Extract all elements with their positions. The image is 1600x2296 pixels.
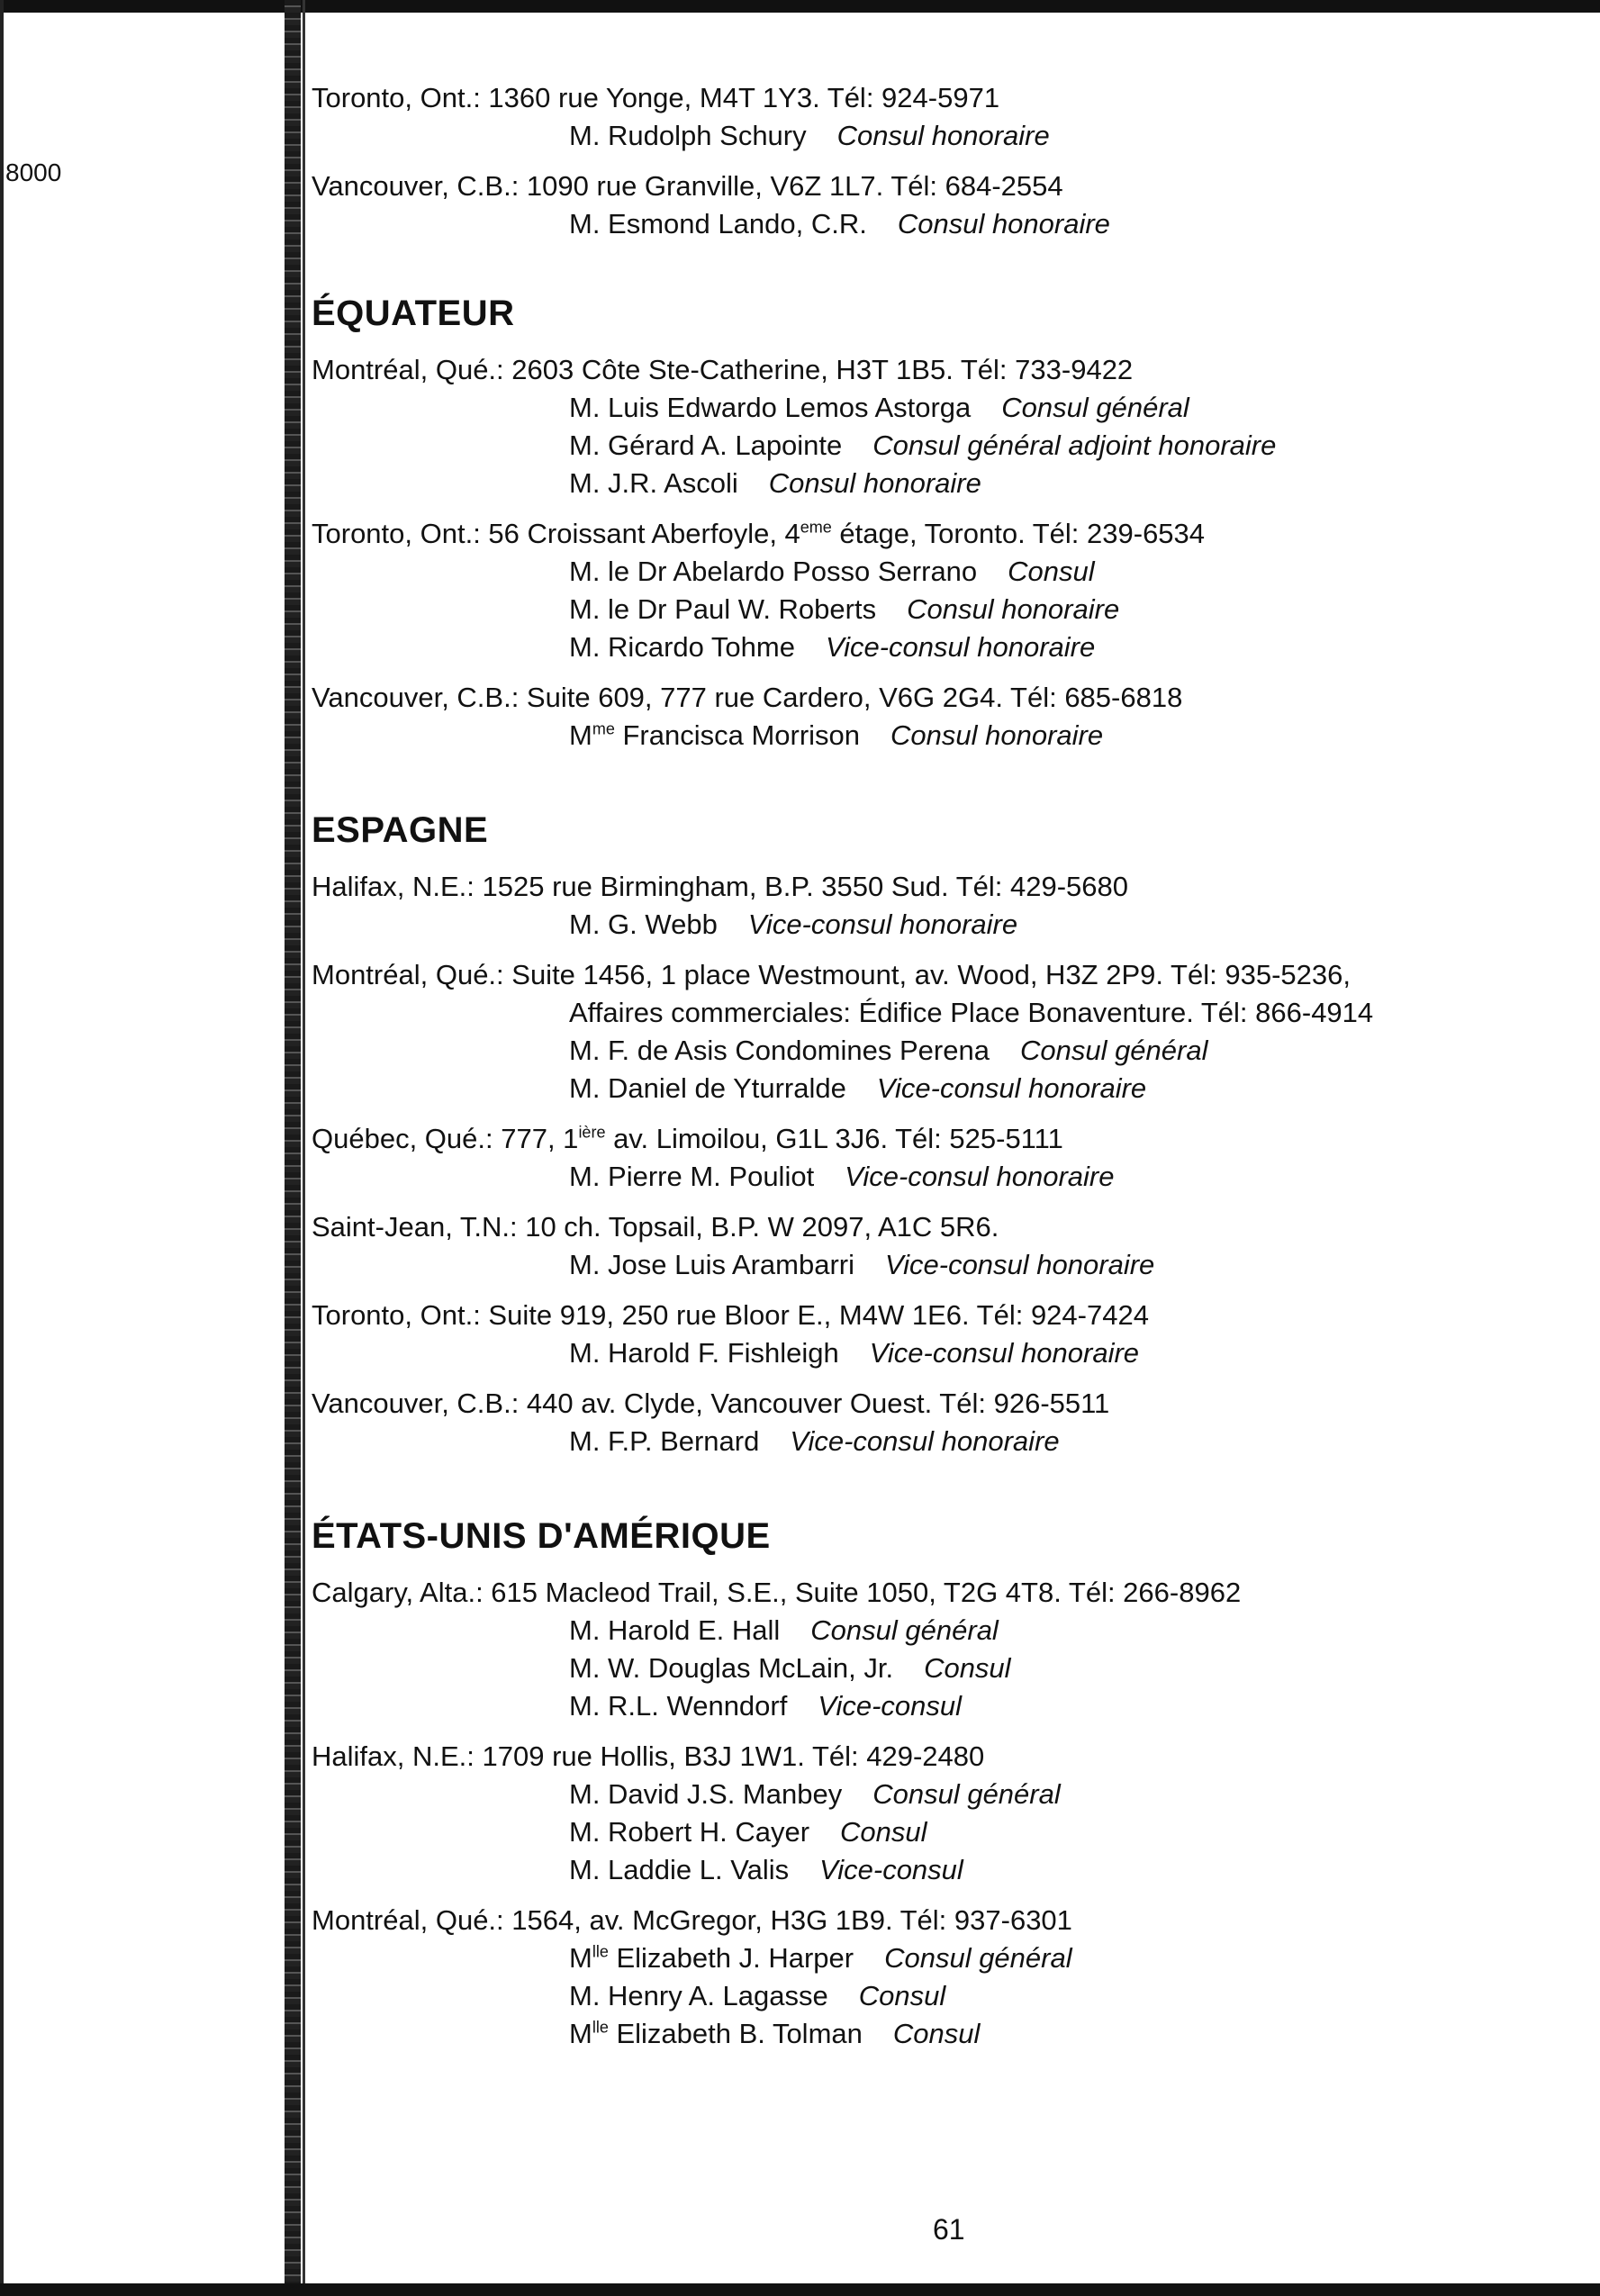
consulate-entry	[312, 956, 1554, 1107]
consulate-address: Vancouver, C.B.: Suite 609, 777 rue Cardero, V6G 2G4. Tél: 685-6818	[312, 682, 1183, 713]
official-title: Consul	[892, 2018, 981, 2049]
consulate-entry	[312, 79, 1554, 155]
official-row	[312, 465, 1554, 502]
official-title: Vice-consul honoraire	[885, 1249, 1155, 1280]
name-part: Francisca Morrison	[614, 719, 861, 751]
official-title: Consul honoraire	[897, 208, 1110, 240]
official-name: M. W. Douglas McLain, Jr.	[569, 1652, 894, 1684]
official-row	[312, 628, 1554, 666]
official-name: M. R.L. Wenndorf	[569, 1690, 788, 1722]
official-title: Consul général adjoint honoraire	[872, 429, 1277, 461]
official-title: Consul	[840, 1816, 927, 1848]
consulate-address: Montréal, Qué.: 1564, av. McGregor, H3G 1B9. Tél: 937-6301	[312, 1904, 1072, 1936]
official-title: Consul général	[884, 1942, 1072, 1974]
name-part: Elizabeth J. Harper	[608, 1942, 854, 1974]
consulate-address	[312, 515, 1554, 553]
name-part: Elizabeth B. Tolman	[608, 2018, 863, 2049]
country-heading: ÉTATS-UNIS D'AMÉRIQUE	[312, 1516, 771, 1556]
official-name: M. F. de Asis Condomines Perena	[569, 1035, 990, 1066]
directory-content	[312, 79, 1554, 2065]
official-name: M. Harold E. Hall	[569, 1614, 781, 1646]
official-title: Consul	[924, 1652, 1011, 1684]
consulate-entry	[312, 351, 1554, 502]
official-name: M. J.R. Ascoli	[569, 467, 738, 499]
official-title: Consul honoraire	[907, 593, 1120, 625]
official-row	[312, 1650, 1554, 1687]
official-name: M. Pierre M. Pouliot	[569, 1161, 815, 1192]
official-title: Consul	[1008, 556, 1095, 587]
official-name: M. F.P. Bernard	[569, 1425, 760, 1457]
margin-number: 8000	[5, 158, 62, 186]
official-title: Vice-consul honoraire	[869, 1337, 1140, 1369]
consulate-address	[312, 1120, 1554, 1158]
official-row	[312, 1032, 1554, 1070]
official-row	[312, 1687, 1554, 1725]
official-name: M. Jose Luis Arambarri	[569, 1249, 854, 1280]
official-title: Vice-consul	[819, 1854, 963, 1885]
consulate-extra-line: Affaires commerciales: Édifice Place Bonaventure. Tél: 866-4914	[569, 997, 1374, 1028]
official-row	[312, 2015, 1554, 2053]
official-title: Consul	[858, 1980, 946, 2011]
official-row	[312, 389, 1554, 427]
consulate-entry	[312, 1574, 1554, 1725]
address-superscript: ière	[578, 1123, 606, 1142]
official-title: Consul général	[1001, 392, 1189, 423]
official-row	[312, 553, 1554, 591]
binding-strip	[285, 0, 301, 2296]
top-border	[0, 0, 1600, 13]
official-row	[312, 591, 1554, 628]
official-row	[312, 1977, 1554, 2015]
official-title: Consul général	[872, 1778, 1061, 1810]
address-part: étage, Toronto. Tél: 239-6534	[831, 518, 1206, 549]
official-name	[569, 1942, 854, 1974]
address-part: Toronto, Ont.: 56 Croissant Aberfoyle, 4	[312, 518, 800, 549]
official-row	[312, 1246, 1554, 1284]
official-title: Consul honoraire	[768, 467, 981, 499]
official-name: M. Rudolph Schury	[569, 120, 807, 151]
official-row	[312, 1612, 1554, 1650]
official-row	[312, 117, 1554, 155]
consulate-address: Montréal, Qué.: 2603 Côte Ste-Catherine, H3T 1B5. Tél: 733-9422	[312, 354, 1134, 385]
official-title: Vice-consul honoraire	[790, 1425, 1060, 1457]
consulate-entry	[312, 868, 1554, 944]
official-name	[569, 719, 860, 751]
consulate-entry	[312, 167, 1554, 243]
address-part: Québec, Qué.: 777, 1	[312, 1123, 579, 1154]
official-name: M. David J.S. Manbey	[569, 1778, 843, 1810]
official-row	[312, 1334, 1554, 1372]
official-name: M. Esmond Lando, C.R.	[569, 208, 867, 240]
consulate-entry	[312, 1120, 1554, 1196]
official-title: Vice-consul honoraire	[747, 908, 1018, 940]
address-superscript: eme	[800, 518, 832, 537]
name-part: M	[569, 1942, 592, 1974]
consulate-address: Saint-Jean, T.N.: 10 ch. Topsail, B.P. W 2097, A1C 5R6.	[312, 1211, 999, 1243]
official-title: Consul général	[1019, 1035, 1208, 1066]
binding-line	[303, 0, 305, 2296]
official-name: M. Laddie L. Valis	[569, 1854, 790, 1885]
official-name: M. Robert H. Cayer	[569, 1816, 810, 1848]
official-row	[312, 1939, 1554, 1977]
official-title: Vice-consul honoraire	[845, 1161, 1115, 1192]
consulate-address: Toronto, Ont.: Suite 919, 250 rue Bloor E., M4W 1E6. Tél: 924-7424	[312, 1299, 1149, 1331]
name-superscript: lle	[592, 1942, 609, 1961]
consulate-address: Halifax, N.E.: 1709 rue Hollis, B3J 1W1. Tél: 429-2480	[312, 1740, 985, 1772]
official-row	[312, 1070, 1554, 1107]
official-name: M. Ricardo Tohme	[569, 631, 795, 663]
official-name: M. G. Webb	[569, 908, 718, 940]
official-name: M. le Dr Paul W. Roberts	[569, 593, 877, 625]
official-title: Vice-consul	[818, 1690, 963, 1722]
official-row	[312, 1158, 1554, 1196]
official-name: M. le Dr Abelardo Posso Serrano	[569, 556, 978, 587]
official-row	[312, 427, 1554, 465]
consulate-address: Calgary, Alta.: 615 Macleod Trail, S.E., Suite 1050, T2G 4T8. Tél: 266-8962	[312, 1577, 1242, 1608]
country-heading: ÉQUATEUR	[312, 294, 515, 333]
official-row	[312, 1776, 1554, 1813]
official-name: M. Henry A. Lagasse	[569, 1980, 828, 2011]
left-edge	[0, 0, 4, 2296]
consulate-entry	[312, 1208, 1554, 1284]
name-part: M	[569, 2018, 592, 2049]
page-number: 61	[933, 2213, 965, 2246]
official-name: M. Harold F. Fishleigh	[569, 1337, 839, 1369]
consulate-entry	[312, 515, 1554, 666]
official-title: Consul général	[810, 1614, 999, 1646]
consulate-entry	[312, 679, 1554, 755]
official-row	[312, 205, 1554, 243]
official-name	[569, 2018, 863, 2049]
consulate-address: Toronto, Ont.: 1360 rue Yonge, M4T 1Y3. Tél: 924-5971	[312, 82, 1000, 113]
official-row	[312, 906, 1554, 944]
consulate-address: Vancouver, C.B.: 440 av. Clyde, Vancouver Ouest. Tél: 926-5511	[312, 1388, 1110, 1419]
official-row	[312, 1423, 1554, 1460]
consulate-entry	[312, 1385, 1554, 1460]
official-row	[312, 1851, 1554, 1889]
consulate-address: Montréal, Qué.: Suite 1456, 1 place Westmount, av. Wood, H3Z 2P9. Tél: 935-5236,	[312, 959, 1351, 990]
official-title: Consul honoraire	[836, 120, 1050, 151]
official-row	[312, 1813, 1554, 1851]
address-part: av. Limoilou, G1L 3J6. Tél: 525-5111	[605, 1123, 1063, 1154]
country-heading: ESPAGNE	[312, 810, 489, 850]
bottom-border	[0, 2283, 1600, 2296]
name-superscript: lle	[592, 2018, 609, 2037]
consulate-entry	[312, 1297, 1554, 1372]
name-superscript: me	[592, 719, 615, 738]
consulate-address: Halifax, N.E.: 1525 rue Birmingham, B.P. 3550 Sud. Tél: 429-5680	[312, 871, 1128, 902]
official-title: Vice-consul honoraire	[876, 1072, 1147, 1104]
official-name: M. Luis Edwardo Lemos Astorga	[569, 392, 972, 423]
name-part: M	[569, 719, 592, 751]
official-title: Vice-consul honoraire	[825, 631, 1096, 663]
official-name: M. Gérard A. Lapointe	[569, 429, 843, 461]
consulate-address: Vancouver, C.B.: 1090 rue Granville, V6Z 1L7. Tél: 684-2554	[312, 170, 1063, 202]
consulate-entry	[312, 1902, 1554, 2053]
consulate-entry	[312, 1738, 1554, 1889]
official-name: M. Daniel de Yturralde	[569, 1072, 846, 1104]
official-title: Consul honoraire	[890, 719, 1104, 751]
official-row	[312, 717, 1554, 755]
